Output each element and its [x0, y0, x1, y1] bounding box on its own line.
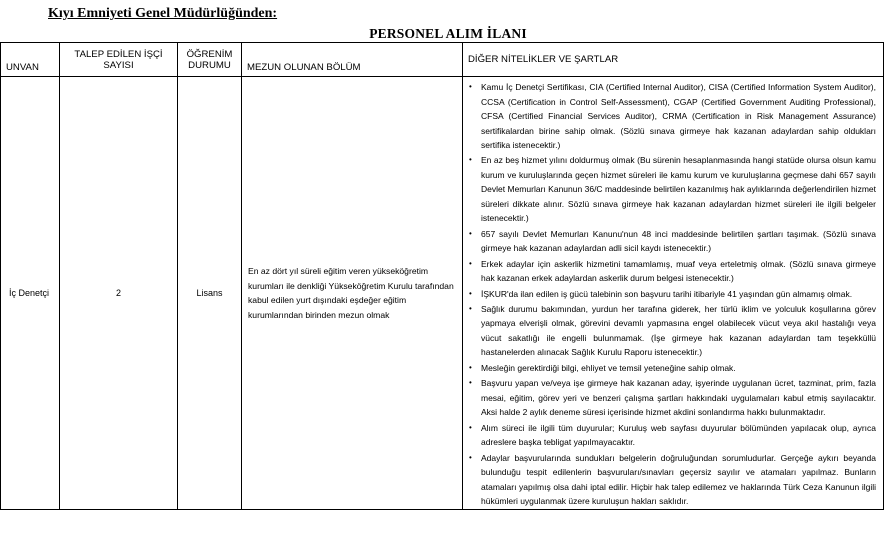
column-header-diger: DİĞER NİTELİKLER VE ŞARTLAR: [463, 43, 884, 77]
bullet-icon: •: [469, 288, 472, 298]
bullet-icon: •: [469, 155, 472, 165]
bullet-icon: •: [469, 258, 472, 268]
list-item-text: İŞKUR'da ilan edilen iş gücü talebinin son başvuru tarihi itibariyle 41 yaşından gün almamış olmak.: [481, 288, 853, 299]
bullet-icon: •: [469, 362, 472, 372]
list-item: [467, 361, 876, 376]
bullet-icon: •: [469, 422, 472, 432]
cell-unvan: İç Denetçi: [1, 77, 60, 510]
list-item-text: Sağlık durumu bakımından, yurdun her tarafına giderek, her türlü iklim ve yolculuk koşullarına görev yapmaya elverişli olmak, görevini devamlı yapmasına engel olabilecek vücut veya akıl hastalığı veya vücut sakatlığı ile engelli bulunmamak. (İşe girmeye hak kazanan adaylardan tam teşekküllü hastanelerden alınacak Sağlık Kurulu Raporu istenecektir.): [481, 303, 876, 358]
list-item: [467, 257, 876, 286]
list-item: [467, 421, 876, 450]
list-item-text: En az beş hizmet yılını doldurmuş olmak (Bu sürenin hesaplanmasında hangi statüde olursa olsun kamu kurum ve kuruluşlarında geçen hizmet süreleri ile kamu kurum ve kuruluşlarına geçmese dahi 657 sayılı Devlet Memurları Kanunun 36/C maddesinde belirtilen kazanılmış hak aylıklarında değerlendirilen hizmet süreleri dikkate alınır. Sözlü sınava girmeye hak kazanan adaylardan hizmet süreleri ile ilgili belgeler istenecektir.): [481, 155, 876, 224]
list-item-text: Kamu İç Denetçi Sertifikası, CIA (Certified Internal Auditor), CISA (Certified Information System Auditor), CCSA (Certification in Control Self-Assessment), CGAP (Certified Government Auditing Professional), CFSA (Certified Financial Services Auditor), CRMA (Certification in Risk Management Assurance) sertifikalardan birine sahip olmak. (Sözlü sınava girmeye hak kazanan adaylardan sahip oldukları sertifika istenecektir.): [481, 82, 876, 150]
list-item: [467, 451, 876, 509]
job-listing-table: [0, 42, 884, 510]
list-item-text: 657 sayılı Devlet Memurları Kanunu'nun 48 inci maddesinde belirtilen şartları taşımak. (Sözlü sınava girmeye hak kazanan adaylardan adli sicil kaydı istenecektir.): [481, 228, 876, 254]
column-header-ogrenim: ÖĞRENİM DURUMU: [178, 43, 242, 77]
list-item: [467, 153, 876, 226]
list-item-text: Alım süreci ile ilgili tüm duyurular; Kuruluş web sayfası duyurular bölümünden yapılacak olup, ayrıca adreslere başka tebligat yapılmayacaktır.: [481, 422, 876, 448]
bullet-icon: •: [469, 452, 472, 462]
list-item: [467, 376, 876, 420]
column-header-talep: TALEP EDİLEN İŞÇİ SAYISI: [60, 43, 178, 77]
bullet-icon: •: [469, 303, 472, 313]
bullet-icon: •: [469, 82, 472, 91]
list-item: [467, 287, 876, 302]
cell-bolum: En az dört yıl süreli eğitim veren yükseköğretim kurumları ile denkliği Yükseköğretim Kurulu tarafından kabul edilen yurt dışındaki eşdeğer eğitim kurumlarından birinden mezun olmak: [242, 77, 463, 510]
list-item-text: Mesleğin gerektirdiği bilgi, ehliyet ve temsil yeteneğine sahip olmak.: [481, 362, 736, 373]
cell-conditions: [463, 77, 884, 510]
column-header-unvan: UNVAN: [1, 43, 60, 77]
list-item: [467, 227, 876, 256]
list-item: [467, 80, 876, 153]
organization-heading: Kıyı Emniyeti Genel Müdürlüğünden:: [48, 6, 278, 21]
column-header-bolum: MEZUN OLUNAN BÖLÜM: [242, 43, 463, 77]
list-item-text: Erkek adaylar için askerlik hizmetini tamamlamış, muaf veya erteletmiş olmak. (Sözlü sınava girmeye hak kazanan erkek adaylardan askerlik durum belgesi istenecektir.): [481, 258, 876, 284]
list-item-text: Başvuru yapan ve/veya işe girmeye hak kazanan aday, işyerinde uygulanan ücret, tazminat, prim, fazla mesai, eğitim, görev yeri ve benzeri çalışma şartları hakkındaki uygulamaları kabul etmiş sayılacaktır. Aksi halde 2 aylık deneme süresi içerisinde hizmet akdini sonlandırma hakkı bulunmaktadır.: [481, 378, 876, 418]
bullet-icon: •: [469, 228, 472, 238]
page-title: PERSONEL ALIM İLANI: [369, 26, 527, 41]
cell-ogrenim: Lisans: [178, 77, 242, 510]
list-item-text: Adaylar başvurularında sundukları belgelerin doğruluğundan sorumludurlar. Gerçeğe aykırı beyanda bulunduğu tespit edilenlerin başvuruları/sınavları geçersiz sayılır ve atamaları yapılmaz. Bunların atamaları yapılmış olsa dahi iptal edilir. Hiçbir hak talep edilemez ve haklarında Türk Ceza Kanunun ilgili hükümleri uygulanmak üzere kuruluşun hakları saklıdır.: [481, 452, 876, 507]
list-item: [467, 302, 876, 360]
conditions-list: [467, 80, 876, 509]
table-row: [1, 77, 884, 510]
bullet-icon: •: [469, 378, 472, 388]
cell-talep: 2: [60, 77, 178, 510]
table-header-row: [1, 43, 884, 77]
